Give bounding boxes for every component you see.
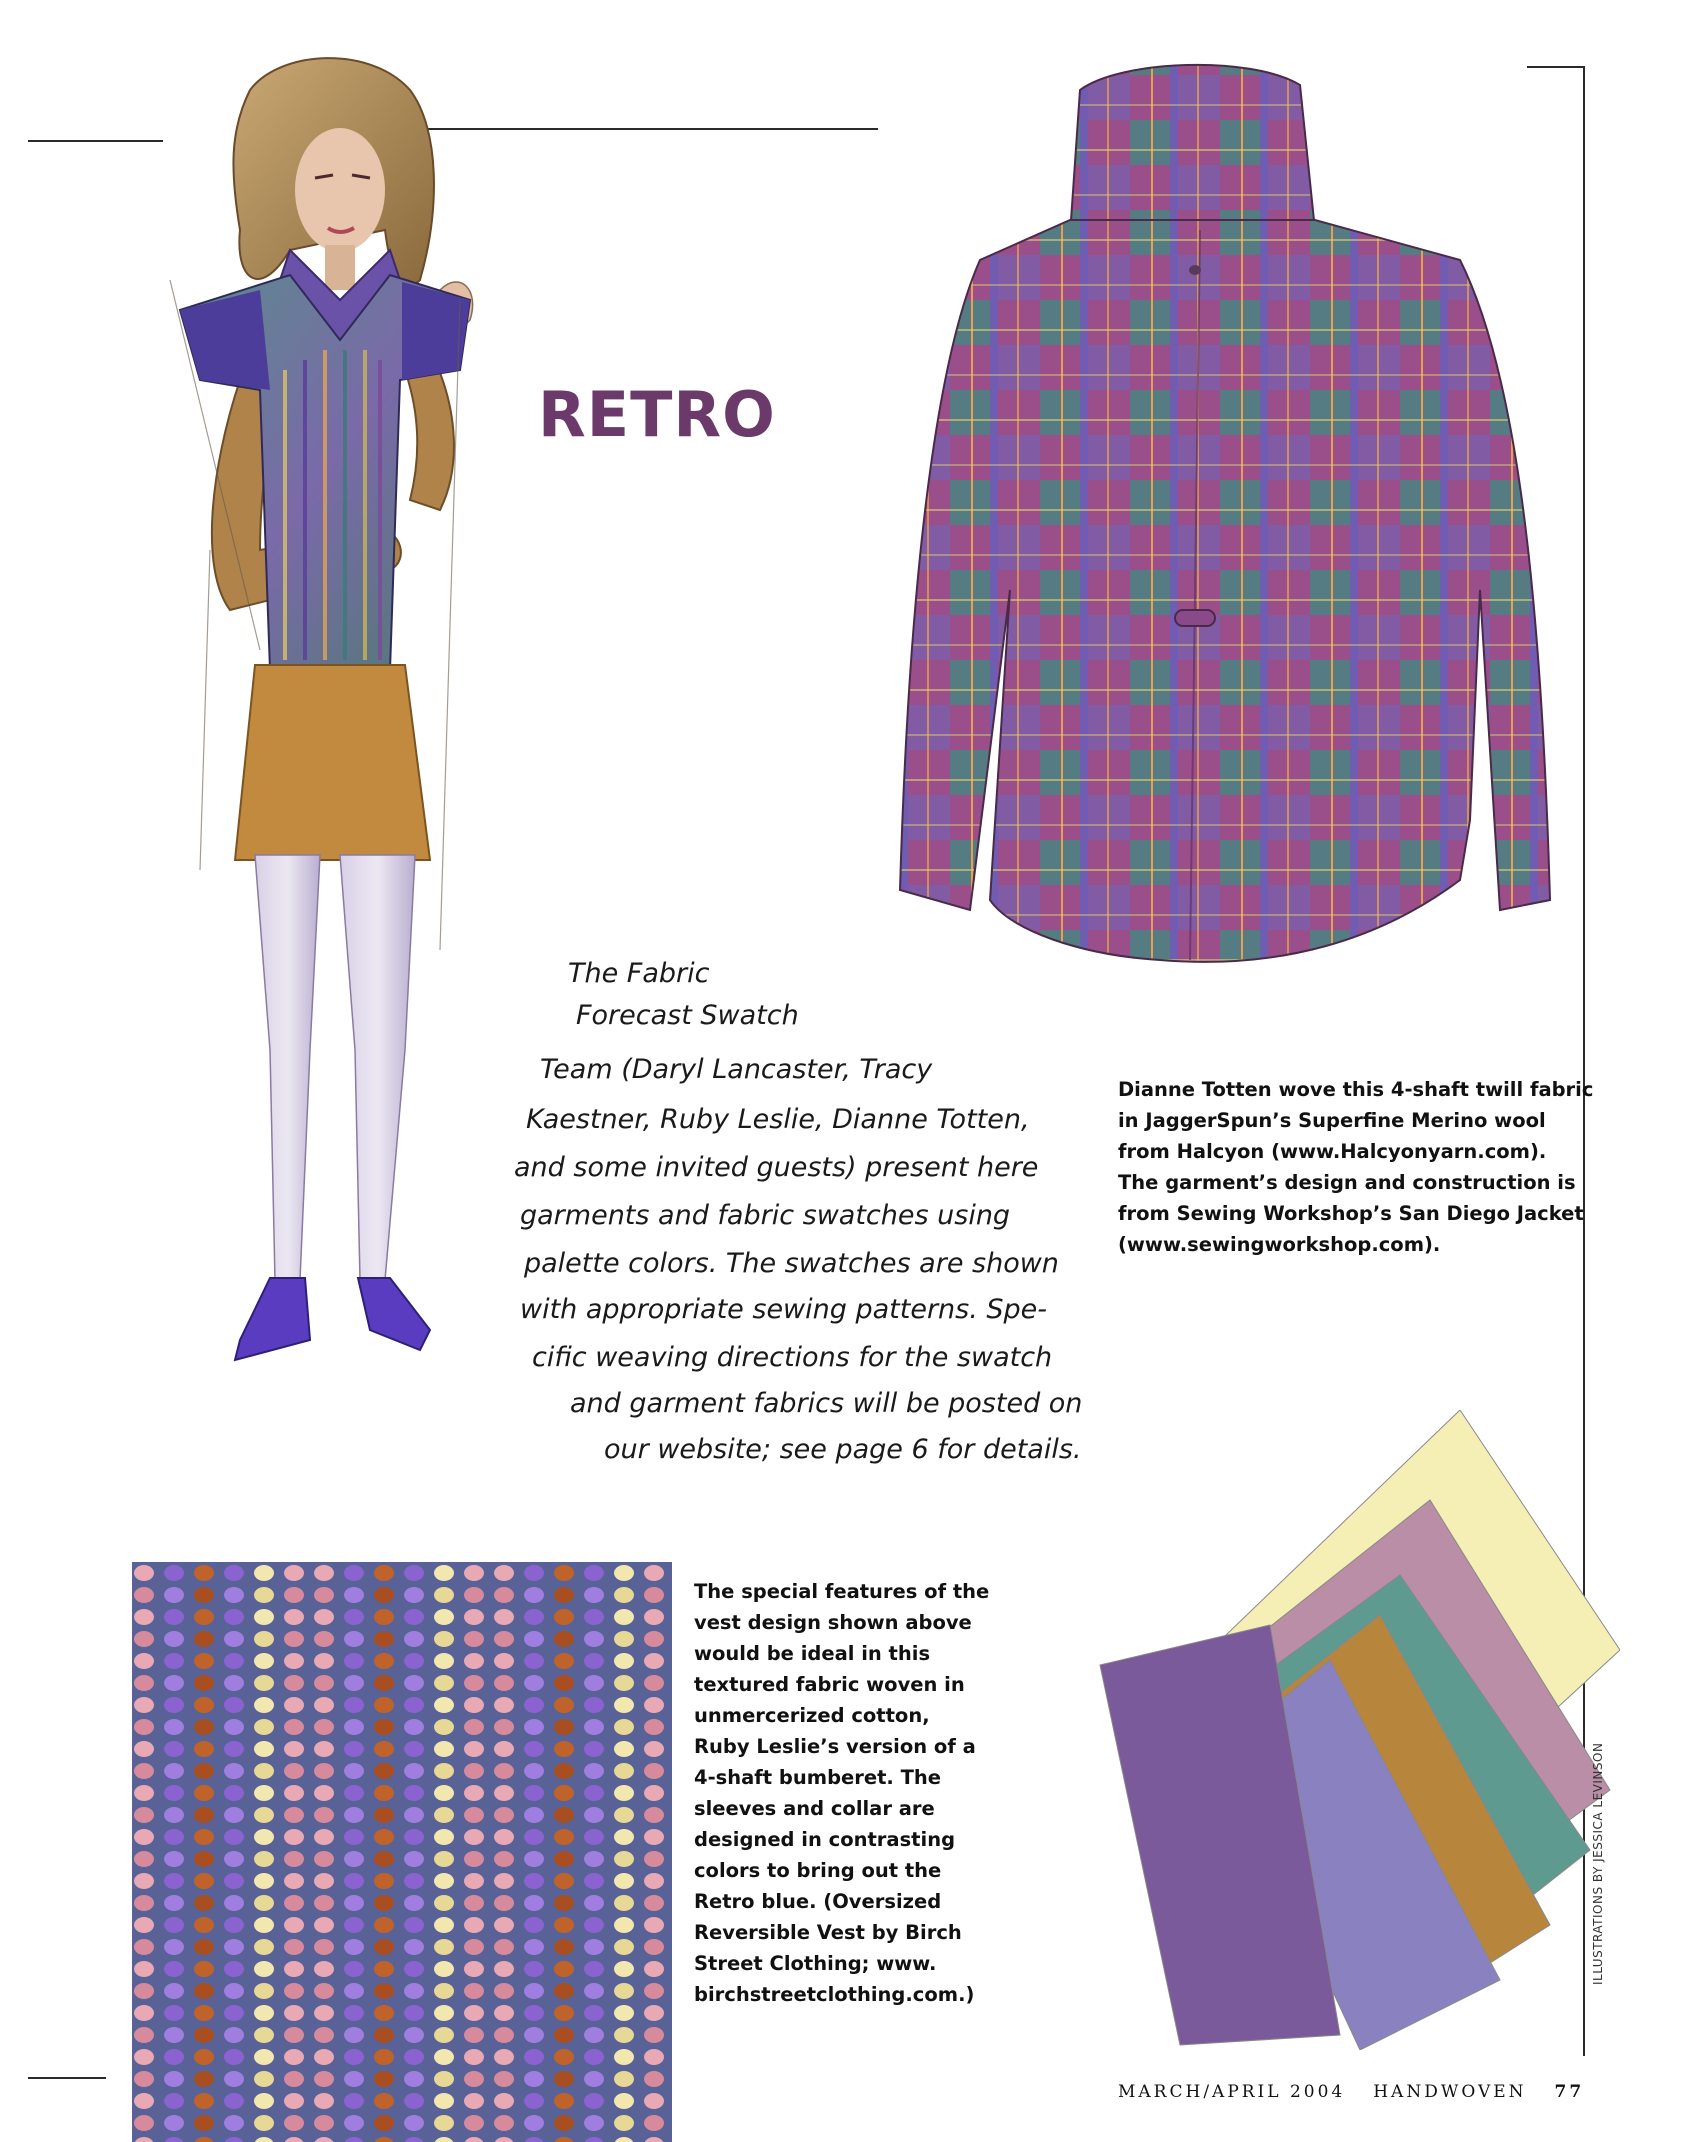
intro-line: Team (Daryl Lancaster, Tracy — [540, 1054, 933, 1085]
intro-line: Forecast Swatch — [576, 1000, 799, 1031]
vest-caption-line: Street Clothing; www. — [694, 1952, 937, 1975]
footer-magazine: HANDWOVEN — [1373, 2082, 1527, 2102]
footer-issue: MARCH/APRIL 2004 — [1118, 2082, 1346, 2102]
intro-line: The Fabric — [568, 958, 710, 989]
footer-page-number: 77 — [1554, 2082, 1585, 2102]
vest-caption-line: Ruby Leslie’s version of a — [694, 1735, 976, 1758]
intro-line: and garment fabrics will be posted on — [570, 1388, 1083, 1419]
intro-line: garments and fabric swatches using — [520, 1200, 1011, 1231]
vest-caption-line: textured fabric woven in — [694, 1673, 965, 1696]
jacket-caption-line: (www.sewingworkshop.com). — [1118, 1233, 1441, 1256]
vest-caption-line: vest design shown above — [694, 1611, 972, 1634]
vest-caption-line: Retro blue. (Oversized — [694, 1890, 942, 1913]
vest-caption-line: colors to bring out the — [694, 1859, 942, 1882]
jacket-photo — [860, 30, 1560, 1045]
intro-line: our website; see page 6 for details. — [604, 1434, 1082, 1465]
bottom-rule-left — [28, 2077, 106, 2079]
illustration-credit: ILLUSTRATIONS BY JESSICA LEVINSON — [1591, 1742, 1605, 1985]
vest-caption-line: unmercerized cotton, — [694, 1704, 930, 1727]
jacket-caption-line: from Halcyon (www.Halcyonyarn.com). — [1118, 1140, 1547, 1163]
vest-caption-line: designed in contrasting — [694, 1828, 956, 1851]
vest-caption-line: Reversible Vest by Birch — [694, 1921, 962, 1944]
intro-line: palette colors. The swatches are shown — [524, 1248, 1059, 1279]
page-title: RETRO — [538, 378, 776, 451]
vest-caption-line: sleeves and collar are — [694, 1797, 935, 1820]
jacket-caption-line: in JaggerSpun’s Superfine Merino wool — [1118, 1109, 1546, 1132]
color-palette-cards — [1080, 1410, 1620, 2050]
vest-caption-line: would be ideal in this — [694, 1642, 931, 1665]
vest-caption-line: The special features of the — [694, 1580, 990, 1603]
woven-swatch-pattern — [132, 1562, 672, 2142]
fashion-illustration — [140, 50, 560, 1480]
intro-line: cific weaving directions for the swatch — [532, 1342, 1053, 1373]
vest-caption-line: 4-shaft bumberet. The — [694, 1766, 942, 1789]
woven-swatch-photo — [132, 1562, 672, 2142]
intro-line: with appropriate sewing patterns. Spe- — [520, 1294, 1048, 1325]
jacket-caption-line: Dianne Totten wove this 4-shaft twill fabric — [1118, 1078, 1594, 1101]
jacket-caption-line: The garment’s design and construction is — [1118, 1171, 1576, 1194]
intro-line: and some invited guests) present here — [514, 1152, 1039, 1183]
page-footer — [1118, 2082, 1584, 2102]
jacket-caption-line: from Sewing Workshop’s San Diego Jacket — [1118, 1202, 1584, 1225]
vest-caption-line: birchstreetclothing.com.) — [694, 1983, 975, 2006]
intro-line: Kaestner, Ruby Leslie, Dianne Totten, — [526, 1104, 1030, 1135]
